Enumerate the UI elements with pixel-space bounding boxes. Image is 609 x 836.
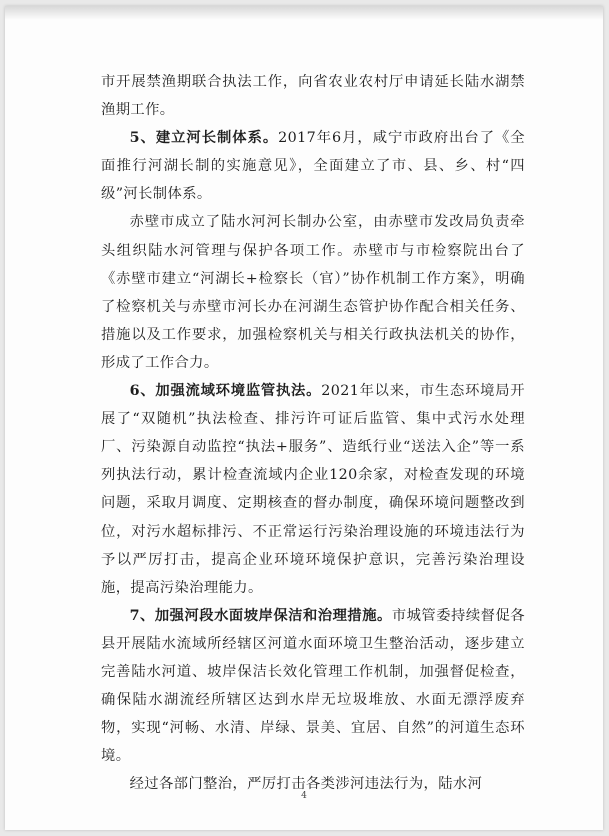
scan-shadow xyxy=(5,6,603,20)
section-6-body: 2021年以来，市生态环境局开展了“双随机”执法检查、排污许可证后监管、集中式污水处理厂、污染源自动监控“执法+服务”、造纸行业“送法入企”等一系列执法行动，累计检查流域内企业120余家，对检查发现的环境问题，采取月调度、定期核查的督办制度，确保环境问题整改到位，对污水超标排污、不正常运行污染治理设施的环境违法行为予以严厉打击，提高企业环境环境保护意识，完善污染治理设施，提高污染治理能力。 xyxy=(101,383,525,596)
document-body xyxy=(101,68,525,798)
page-number: 4 xyxy=(301,791,307,801)
paragraph-禁渔期: 市开展禁渔期联合执法工作，向省农业农村厅申请延长陆水湖禁渔期工作。 xyxy=(101,74,525,119)
section-5-paragraph xyxy=(101,124,525,208)
section-7-paragraph xyxy=(101,602,525,771)
section-5-heading: 5、建立河长制体系。 xyxy=(129,130,279,147)
paragraph-chibi-river-chief: 赤壁市成立了陆水河河长制办公室，由赤壁市发改局负责牵头组织陆水河管理与保护各项工作。赤壁市与市检察院出台了《赤壁市建立“河湖长+检察长（官）”协作机制工作方案》，明确了检察机关与赤壁市河长办在河湖生态管护协作配合相关任务、措施以及工作要求，加强检察机关与相关行政执法机关的协作，形成了工作合力。 xyxy=(101,214,525,371)
section-5-body: 2017年6月，咸宁市政府出台了《全面推行河湖长制的实施意见》，全面建立了市、县、乡、村“四级”河长制体系。 xyxy=(101,130,525,203)
document-page xyxy=(5,6,603,830)
section-6-heading: 6、加强流域环境监管执法。 xyxy=(129,383,322,400)
section-7-body: 市城管委持续督促各县开展陆水流域所经辖区河道水面环境卫生整治活动，逐步建立完善陆水河道、坡岸保洁长效化管理工作机制，加强督促检查，确保陆水湖流经所辖区达到水岸无垃圾堆放、水面无漂浮废弃物，实现“河畅、水清、岸绿、景美、宜居、自然”的河道生态环境。 xyxy=(101,607,525,765)
paragraph-closing: 经过各部门整治，严厉打击各类涉河违法行为，陆水河 xyxy=(129,776,483,793)
section-6-paragraph xyxy=(101,377,525,602)
section-7-heading: 7、加强河段水面坡岸保洁和治理措施。 xyxy=(129,607,392,624)
